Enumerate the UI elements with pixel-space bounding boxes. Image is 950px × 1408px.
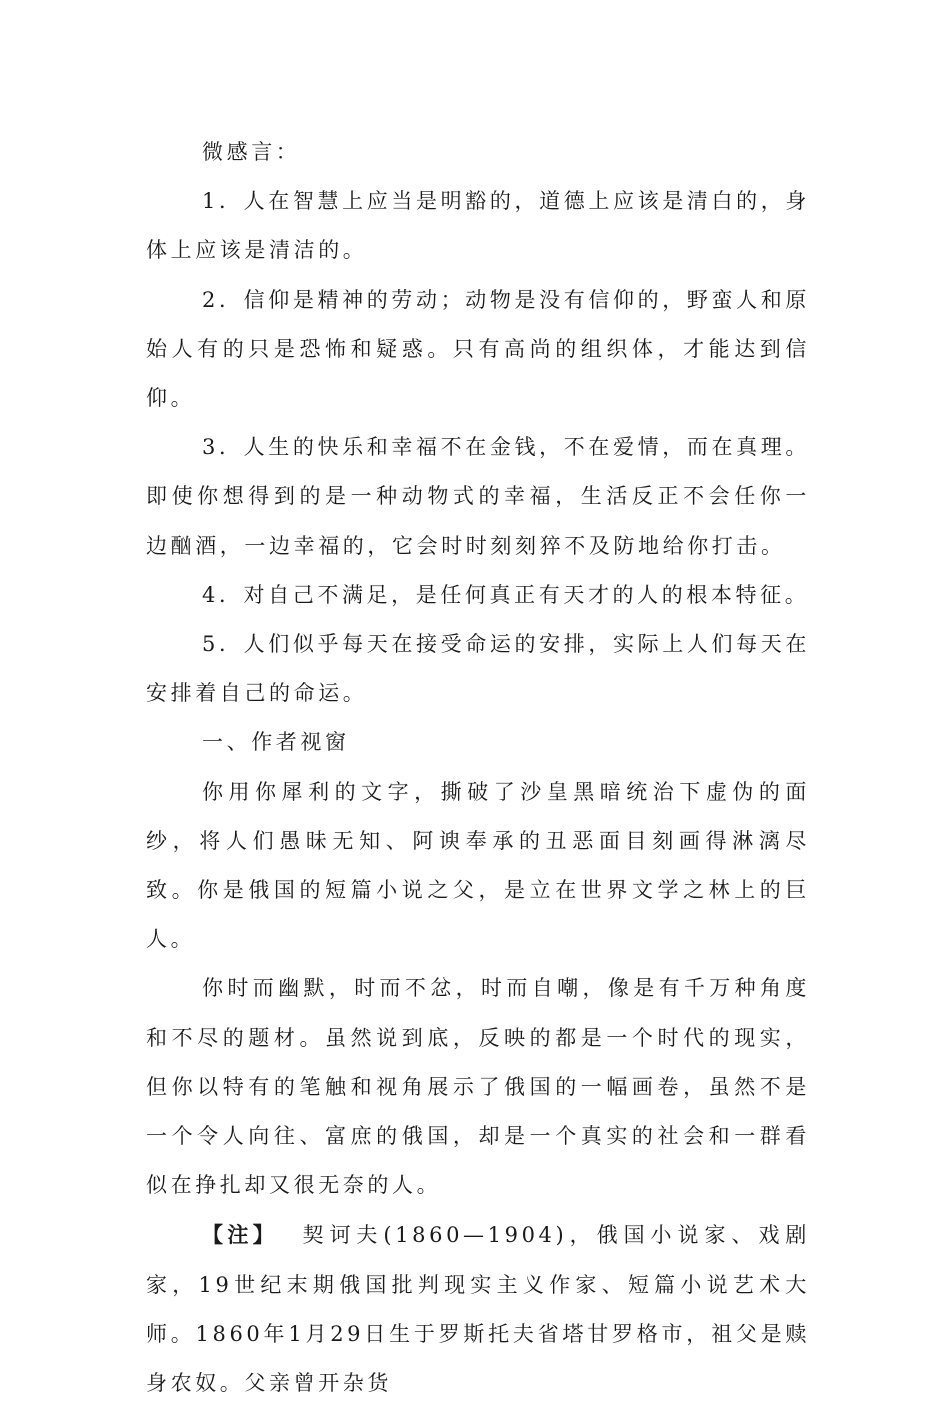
- note-text: 契诃夫(1860—1904)，俄国小说家、戏剧家，19世纪末期俄国批判现实主义作家、短篇小说艺术大师。1860年1月29日生于罗斯托夫省塔甘罗格市，祖父是赎身农奴。父亲曾开杂货: [146, 1223, 811, 1396]
- note-label: 【注】: [202, 1222, 279, 1248]
- saying-1: 1．人在智慧上应当是明豁的，道德上应该是清白的，身体上应该是清洁的。: [146, 189, 810, 263]
- saying-4: 4．对自己不满足，是任何真正有天才的人的根本特征。: [202, 582, 810, 607]
- heading-text: 微感言：: [202, 140, 301, 164]
- saying-5: 5．人们似乎每天在接受命运的安排，实际上人们每天在安排着自己的命运。: [146, 632, 810, 706]
- section-paragraph-1: 你用你犀利的文字，撕破了沙皇黑暗统治下虚伪的面纱，将人们愚昧无知、阿谀奉承的丑恶面目刻画得淋漓尽致。你是俄国的短篇小说之父，是立在世界文学之林上的巨人。: [146, 779, 810, 952]
- section-title: 一、作者视窗: [202, 730, 350, 755]
- saying-3: 3．人生的快乐和幸福不在金钱，不在爱情，而在真理。即使你想得到的是一种动物式的幸福，生活反正不会任你一边酗酒，一边幸福的，它会时时刻刻猝不及防地给你打击。: [146, 435, 810, 558]
- section-paragraph-2: 你时而幽默，时而不忿，时而自嘲，像是有千万种角度和不尽的题材。虽然说到底，反映的都是一个时代的现实，但你以特有的笔触和视角展示了俄国的一幅画卷，虽然不是一个令人向往、富庶的俄国，却是一个真实的社会和一群看似在挣扎却又很无奈的人。: [146, 976, 810, 1198]
- document-body: [146, 128, 810, 1408]
- saying-2: 2．信仰是精神的劳动；动物是没有信仰的，野蛮人和原始人有的只是恐怖和疑惑。只有高尚的组织体，才能达到信仰。: [146, 287, 810, 411]
- note-paragraph: [146, 1210, 810, 1408]
